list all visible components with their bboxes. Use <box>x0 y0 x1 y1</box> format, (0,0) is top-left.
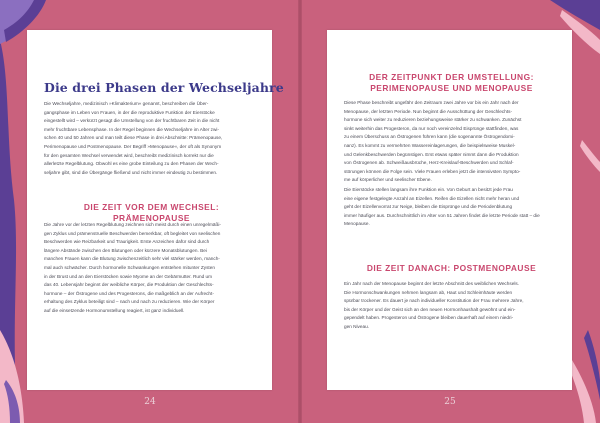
text-line: Menopause, der letzten Periode. Nun beginnt die Ausschüttung der Geschlechts- <box>344 108 513 114</box>
text-line: eine eigene festgelegte Anzahl an Eizellen. Reifen die Eizellen nicht mehr heran und <box>344 195 520 201</box>
text-line: mehr fruchtbare Lebensphase. In der Regel beginnen die Wechseljahre im Alter zwi- <box>44 126 220 132</box>
text-line: gependelt haben. Progesteron und Östrogene bleiben dauerhaft auf einem niedri- <box>344 315 514 321</box>
text-line: für den gesamten Wechsel verwendet wird, beschreibt medizinisch korrekt nur die <box>44 152 214 158</box>
intro-paragraph <box>44 100 259 177</box>
text-line: eingestellt wird – verkürzt gesagt die Umstellung von der fruchtbaren Zeit in die nicht <box>44 118 220 124</box>
text-line: me auf körperlicher und seelischer Ebene. <box>344 177 432 183</box>
text-line: geht der Eizellenvorrat zur Neige, bleiben die Eisprünge und die Periodenblutung <box>344 204 513 210</box>
text-line: nanz). Es kommt zu vermehrten Wassereinlagerungen, die beispielsweise Muskel- <box>344 142 516 148</box>
text-line: mal auch schwächer. Durch hormonelle Schwankungen entstehen mitunter Zysten <box>44 264 215 270</box>
text-line: manchen Frauen kann die Blutung zwischenzeitlich sehr viel stärker werden, manch- <box>44 256 220 262</box>
text-line: auf die einsetzende Hormonumstellung reagiert, ist ganz individuell. <box>44 307 185 313</box>
text-line: gen Niveau. <box>344 323 370 329</box>
text-line: sinkt weiterhin das Progesteron, da nur noch vereinzelnd Eisprünge stattfinden, was <box>344 125 519 131</box>
text-line: allerletzte Regelblutung. Obwohl es eine grobe Einteilung zu den Phasen der Wech- <box>44 161 219 167</box>
text-line: Beschwerden wie Reizbarkeit und Traurigkeit. Erste Anzeichen dafür sind durch <box>44 239 210 245</box>
right-page <box>327 30 572 390</box>
text-line: störungen können die Folge sein. Viele Frauen erleben jetzt die intensivsten Sympto- <box>344 168 521 174</box>
text-line: Menopause. <box>344 221 370 227</box>
text-line: gangsphase im Leben von Frauen, in der die reproduktive Funktion der Eierstöcke <box>44 109 215 115</box>
text-line: und Gelenkbeschwerden begünstigen. Erst etwas später nimmt dann die Produktion <box>344 151 519 157</box>
text-line: bis der Körper und der Geist sich an den neuen Hormonhaushalt gewöhnt und ein- <box>344 306 516 312</box>
text-line: längere Abstände zwischen den Blutungen oder kürzere Monatsblutungen. Bei <box>44 247 207 253</box>
text-line: in der Brust und an den Eierstöcken sowie Myome an der Gebärmutter. Rund um <box>44 273 213 279</box>
text-line: Diese Phase beschreibt ungefähr den Zeitraum zwei Jahre vor bis ein Jahr nach der <box>344 100 519 105</box>
text-line: seljahre gibt, sind die Übergänge fließend und nicht immer eindeutig zu bestimmen. <box>44 169 218 175</box>
premenopause-paragraph <box>44 221 259 316</box>
text-line: immer häufiger aus. Durchschnittlich im Alter von 51 Jahren findet die letzte Periode statt – die <box>344 212 540 218</box>
text-line: Die Wechseljahre, medizinisch »Klimakterium« genannt, beschreiben die Über- <box>44 101 209 106</box>
text-line: schen 40 und 50 Jahren und man teilt diese Phase in drei Abschnitte: Prämenopause, <box>44 135 223 141</box>
section-heading-perimenopause <box>344 72 559 94</box>
text-line: zu einem Überschuss an Östrogenen führen kann (die sogenannte Östrogendomi- <box>344 134 515 140</box>
text-line: Die Eierstöcke stellen langsam ihre Funktion ein. Von Geburt an besitzt jede Frau <box>344 187 513 192</box>
text-line: spürbar trockener. Es dauert je nach individueller Konstitution der Frau mehrere Jahre, <box>344 298 524 304</box>
page-title: Die drei Phasen der Wechseljahre <box>44 80 284 95</box>
text-line: Die Hormonschwankungen nehmen langsam ab, Haut und Schleimhäute werden <box>344 289 513 295</box>
perimenopause-paragraph <box>344 99 559 185</box>
text-line: Perimenopause und Postmenopause. Der Begriff »Menopause«, der oft als Synonym <box>44 143 222 149</box>
ovaries-paragraph <box>344 186 559 229</box>
text-line: von Östrogenen ab. Schweißausbrüche, Herz-Kreislauf-Beschwerden und Schlaf- <box>344 160 514 166</box>
postmenopause-paragraph <box>344 280 559 332</box>
left-page <box>27 30 284 390</box>
text-line: das 40. Lebensjahr beginnt der weibliche Körper, die Produktion der Geschlechts- <box>44 282 214 288</box>
book-spine <box>298 0 302 423</box>
section-heading-premenopause: DIE ZEIT VOR DEM WECHSEL: PRÄMENOPAUSE <box>83 202 220 223</box>
text-line: Die Jahre vor der letzten Regelblutung zeichnen sich meist durch einen unregelmäßi- <box>44 222 221 227</box>
text-line: hormone sich weiter zu reduzieren beziehungsweise stärker zu schwanken. Zunächst <box>344 117 522 123</box>
text-line: Ein Jahr nach der Menopause beginnt der letzte Abschnitt des weiblichen Wechsels. <box>344 281 520 286</box>
heading-line: DER ZEITPUNKT DER UMSTELLUNG: <box>369 72 534 82</box>
text-line: hormone – der Östrogene und des Progesterons, die maßgeblich an der Aufrecht- <box>44 290 214 296</box>
heading-line: PERIMENOPAUSE UND MENOPAUSE <box>370 83 533 93</box>
page-number-left: 24 <box>144 397 156 407</box>
section-heading-postmenopause: DIE ZEIT DANACH: POSTMENOPAUSE <box>366 263 537 273</box>
page-number-right: 25 <box>444 397 456 407</box>
text-line: erhaltung des Zyklus beteiligt sind – nach und nach zu reduzieren. Wie der Körper <box>44 299 215 305</box>
text-line: gen Zyklus und prämenstruelle Beschwerden bemerkbar, oft begleitet von seelischen <box>44 230 221 236</box>
